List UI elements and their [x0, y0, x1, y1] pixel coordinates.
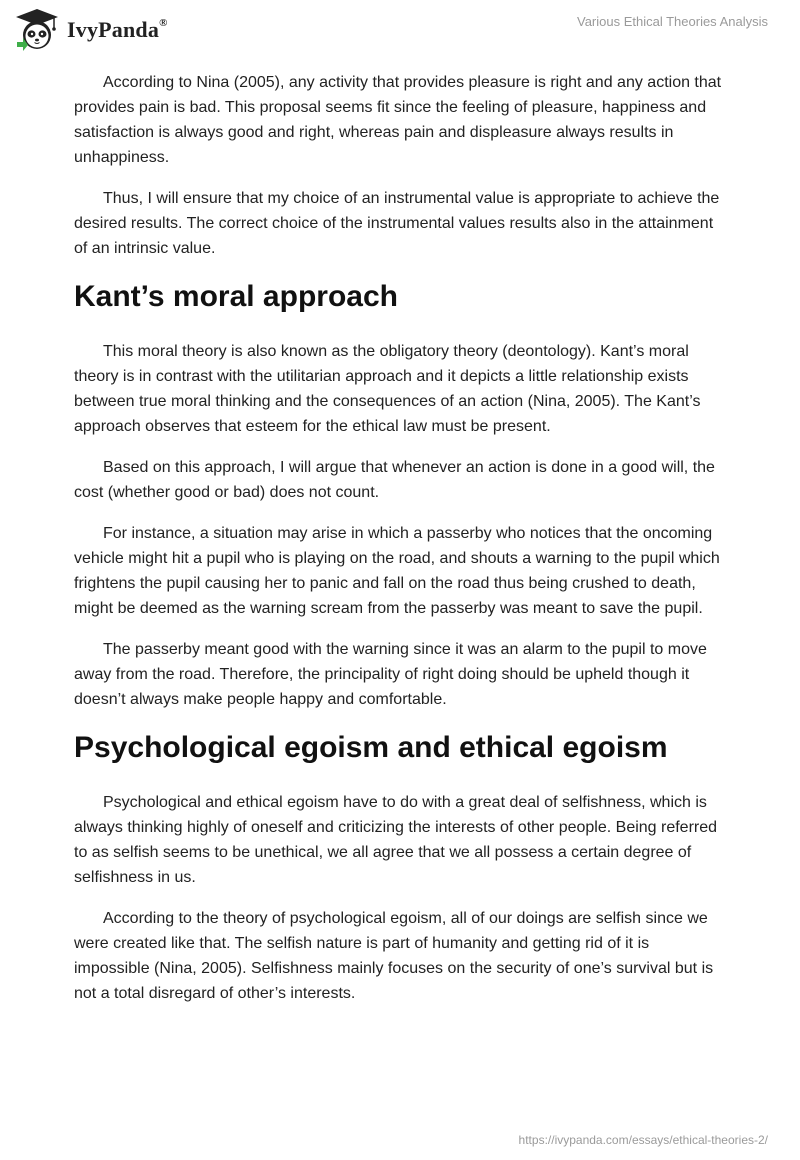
essay-body [74, 70, 724, 1022]
paragraph: Based on this approach, I will argue that whenever an action is done in a good will, the cost (whether good or bad) does not count. [74, 459, 715, 501]
brand-logo[interactable] [14, 8, 168, 52]
brand-name: IvyPanda® [67, 16, 168, 42]
paragraph: Psychological and ethical egoism have to do with a great deal of selfishness, which is always thinking highly of oneself and criticizing the interests of other people. Being referred to as selfish seems to be unethical, we all agree that we all possess a certain degree of selfishness in us. [74, 794, 718, 886]
paragraph: This moral theory is also known as the obligatory theory (deontology). Kant’s moral theory is in contrast with the utilitarian approach and it depicts a little relationship exists between true moral thinking and the consequences of an action (Nina, 2005). The Kant’s approach observes that esteem for the ethical law must be present. [74, 343, 701, 435]
paragraph: Thus, I will ensure that my choice of an instrumental value is appropriate to achieve the desired results. The correct choice of the instrumental values results also in the attainment of an intrinsic value. [74, 190, 720, 257]
paragraph: According to Nina (2005), any activity that provides pleasure is right and any action that provides pain is bad. This proposal seems fit since the feeling of pleasure, happiness and satisfaction is always good and right, whereas pain and displeasure always results in unhappiness. [74, 74, 722, 166]
paragraph: For instance, a situation may arise in which a passerby who notices that the oncoming vehicle might hit a pupil who is playing on the road, and shouts a warning to the pupil which frightens the pupil causing her to panic and fall on the road thus being crushed to death, might be deemed as the warning scream from the passerby was meant to save the pupil. [74, 525, 720, 617]
section-heading-egoism: Psychological egoism and ethical egoism [74, 731, 668, 764]
document-title: Various Ethical Theories Analysis [576, 14, 768, 29]
source-url[interactable]: https://ivypanda.com/essays/ethical-theories-2/ [518, 1133, 768, 1147]
panda-mascot-icon [14, 8, 60, 52]
section-heading-kant: Kant’s moral approach [74, 280, 398, 313]
page-header [0, 0, 800, 60]
paragraph: According to the theory of psychological egoism, all of our doings are selfish since we were created like that. The selfish nature is part of humanity and getting rid of it is impossible (Nina, 2005). Selfishness mainly focuses on the security of one’s survival but is not a total disregard of other’s interests. [74, 910, 714, 1002]
paragraph: The passerby meant good with the warning since it was an alarm to the pupil to move away from the road. Therefore, the principality of right doing should be upheld though it doesn’t always make people happy and comfortable. [74, 641, 707, 708]
